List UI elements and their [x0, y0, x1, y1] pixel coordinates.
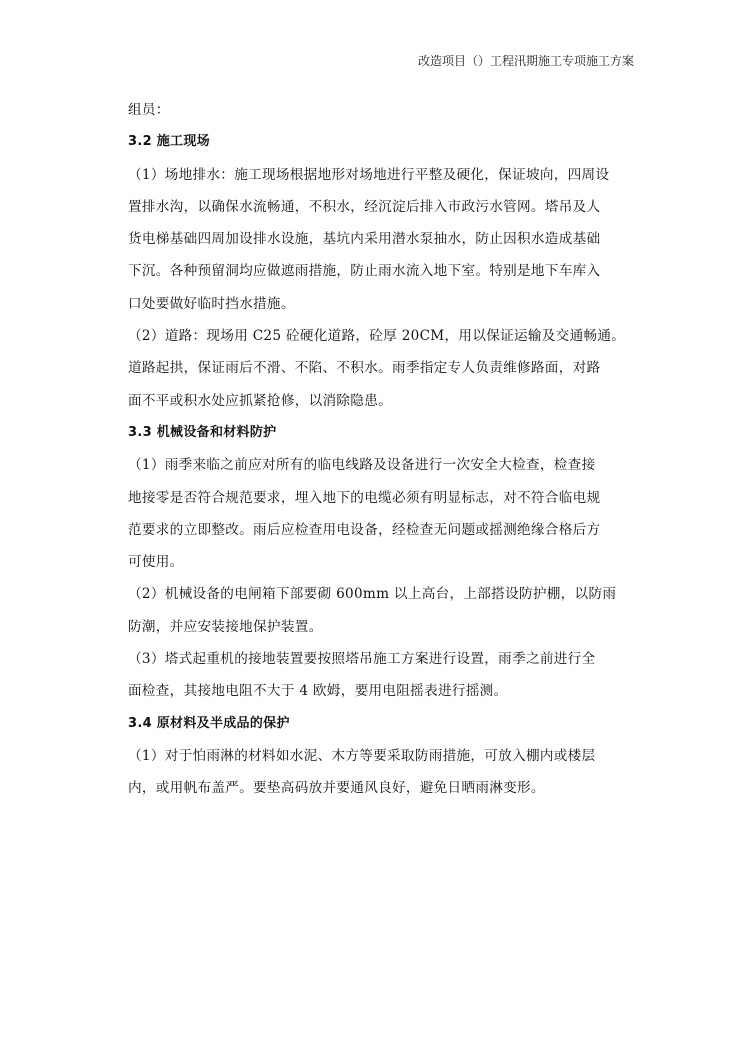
- paragraph-line: （2）道路：现场用 C25 砼硬化道路，砼厚 20CM，用以保证运输及交通畅通。: [128, 328, 626, 345]
- paragraph-line: 内，或用帆布盖严。要垫高码放并要通风良好，避免日晒雨淋变形。: [128, 780, 545, 797]
- paragraph-line: （1）雨季来临之前应对所有的临电线路及设备进行一次安全大检查，检查接: [128, 457, 596, 474]
- section-heading-3-4: 3.4 原材料及半成品的保护: [128, 715, 290, 731]
- document-body: [128, 94, 634, 805]
- intro-text: 组员：: [128, 102, 170, 118]
- paragraph-line: （2）机械设备的电闸箱下部要砌 600mm 以上高台，上部搭设防护棚，以防雨: [128, 586, 617, 603]
- paragraph-line: 范要求的立即整改。雨后应检查用电设备，经检查无问题或摇测绝缘合格后方: [128, 521, 601, 538]
- paragraph-line: 置排水沟，以确保水流畅通，不积水，经沉淀后排入市政污水管网。塔吊及人: [128, 198, 601, 215]
- paragraph-line: 下沉。各种预留洞均应做遮雨措施，防止雨水流入地下室。特别是地下车库入: [128, 263, 601, 280]
- paragraph-line: 道路起拱，保证雨后不滑、不陷、不积水。雨季指定专人负责维修路面，对路: [128, 360, 601, 377]
- section-heading-3-3: 3.3 机械设备和材料防护: [128, 424, 277, 440]
- paragraph-line: 货电梯基础四周加设排水设施，基坑内采用潜水泵抽水，防止因积水造成基础: [128, 231, 601, 248]
- paragraph-line: 地接零是否符合规范要求，埋入地下的电缆必须有明显标志，对不符合临电规: [128, 489, 601, 506]
- paragraph-line: （3）塔式起重机的接地装置要按照塔吊施工方案进行设置，雨季之前进行全: [128, 651, 596, 668]
- paragraph-line: 口处要做好临时挡水措施。: [128, 295, 295, 312]
- paragraph-line: （1）场地排水：施工现场根据地形对场地进行平整及硬化，保证坡向，四周设: [128, 166, 610, 183]
- paragraph-line: 面检查，其接地电阻不大于 4 欧姆，要用电阻摇表进行摇测。: [128, 683, 508, 700]
- paragraph-line: 面不平或积水处应抓紧抢修，以消除隐患。: [128, 392, 392, 409]
- paragraph-line: 防潮，并应安装接地保护装置。: [128, 618, 323, 635]
- paragraph-line: （1）对于怕雨淋的材料如水泥、木方等要采取防雨措施，可放入棚内或楼层: [128, 747, 596, 764]
- section-heading-3-2: 3.2 施工现场: [128, 134, 210, 150]
- page-header-title: 改造项目（）工程汛期施工专项施工方案: [417, 54, 634, 68]
- paragraph-line: 可使用。: [128, 554, 184, 571]
